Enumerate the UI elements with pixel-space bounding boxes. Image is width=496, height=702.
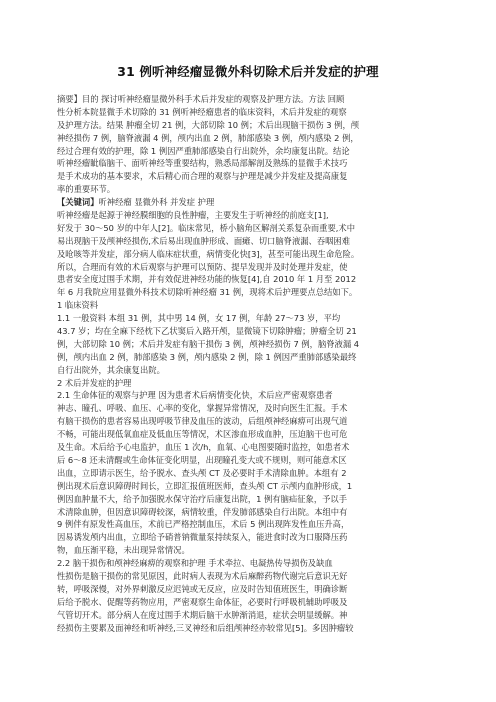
body-line: 例，大部切除 10 例；术后并发症有脑干损伤 3 例，颅神经损伤 7 例，脑脊液漏 4 [57, 338, 360, 349]
body-line: 经损伤主要累及面神经和听神经,三叉神经和后组颅神经亦较常见[5]。多因肿瘤较 [57, 622, 354, 633]
body-line: 2.2 脑干损伤和颅神经麻痹的观察和护理 手术牵拉、电凝热传导损伤及缺血 [57, 558, 333, 569]
paper-body [57, 93, 441, 634]
body-line: 神志、瞳孔、呼吸、血压、心率的变化，掌握异常情况，及时向医生汇报。手术 [57, 403, 348, 414]
section-heading: 1 临床资料 [57, 300, 99, 311]
body-line: 例，颅内出血 2 例，肺部感染 3 例，颅内感染 2 例，除 1 例因严重肺部感染最终 [57, 351, 357, 362]
body-line: 气管切开术。部分病人在度过围手术期后脑干水肿渐消退，症状会明显缓解。神 [57, 609, 348, 620]
abstract-line: 神经损伤 7 例，脑脊液漏 4 例，颅内出血 2 例，肺部感染 3 例，颅内感染 2 例， [57, 132, 359, 143]
body-line: 及呛咳等并发症，部分病人临床症状重，病情变化快[3]，甚至可能出现生命危险。 [57, 248, 360, 259]
keywords-text: 听神经瘤 显微外科 并发症 护理 [98, 197, 215, 208]
body-line: 性损伤是脑干损伤的常见原因，此时病人表现为术后麻醉药物代谢完后意识无好 [57, 570, 348, 581]
body-line: 易出现脑干及颅神经损伤,术后易出现血肿形成、面瘫、切口脑脊液漏、吞咽困难 [57, 235, 351, 246]
body-line: 不畅，可能出现低氧血症及低血压等情况，术区渗血形成血肿，压迫脑干也可危 [57, 429, 348, 440]
body-line: 后给予脱水、促醒等药物应用，严密观察生命体征，必要时行呼吸机辅助呼吸及 [57, 596, 348, 607]
body-line: 听神经瘤是起源于神经膜细胞的良性肿瘤，主要发生于听神经的前庭支[1], [57, 210, 329, 221]
body-line: 有脑干损伤的患者容易出现呼吸节律及血压的波动，后组颅神经麻痹可出现气道 [57, 416, 348, 427]
body-line: 例出现术后意识障碍时间长，立即汇报值班医师，查头颅 CT 示颅内血肿形成，1 [57, 480, 353, 491]
abstract-line: 摘要】目的 探讨听神经瘤显微外科手术后并发症的观察及护理方法。方法 回顾 [57, 94, 345, 104]
abstract-line: 经过合理有效的护理，除 1 例因严重肺部感染自行出院外，余均康复出院。结论 [57, 145, 350, 156]
abstract-line: 是手术成功的基本要求，术后精心而合理的观察与护理是减少并发症及提高康复 [57, 171, 348, 182]
abstract-line: 性分析本院显微手术切除的 31 例听神经瘤患者的临床资料，术后并发症的观察 [57, 106, 347, 117]
body-line: 1.1 一般资料 本组 31 例，其中男 14 例，女 17 例，年龄 27～73 岁，平均 [57, 313, 341, 324]
body-line: 9 例伴有原发性高血压，术前已严格控制血压，术后 5 例出现阵发性血压升高， [57, 519, 350, 530]
paper-title: 31 例听神经瘤显微外科切除术后并发症的护理 [117, 64, 379, 79]
keywords-label: 【关键词】 [57, 197, 99, 208]
body-line: 自行出院外，其余康复出院。 [57, 364, 165, 375]
body-line: 所以，合理而有效的术后观察与护理可以预防、提早发现并及时处理并发症，使 [57, 261, 348, 272]
abstract-line: 及护理方法。结果 肿瘤全切 21 例，大部切除 10 例；术后出现脑干损伤 3 例，颅 [57, 119, 360, 130]
main-text [57, 209, 441, 634]
body-line: 后 6～8 还未清醒或生命体征变化明显，出现瞳孔变大或不规则，则可能意术区 [57, 454, 347, 465]
abstract-line: 听神经瘤眦临脑干、面听神经等重要结构，熟悉局部解剖及熟练的显微手术技巧 [57, 158, 348, 169]
abstract-line: 率的重要环节。 [57, 184, 116, 195]
keywords [57, 196, 441, 209]
body-line: 患者安全度过围手术期，并有效促进神经功能的恢复[4],自 2010 年 1 月至 2012 [57, 274, 357, 285]
body-line: 物，血压渐平稳，未出现异常情况。 [57, 545, 190, 556]
body-line: 转，呼吸深慢，对外界刺激反应迟钝或无反应，应及时告知值班医生，明确诊断 [57, 583, 348, 594]
body-line: 例因血肿量不大，给予加强脱水保守治疗后康复出院，1 例有脑疝征象，予以手 [57, 493, 348, 504]
body-line: 术清除血肿，但因意识障碍较深，病情较重，伴发肺部感染自行出院。本组中有 [57, 506, 348, 517]
body-line: 年 6 月我院应用显微外科技术切除听神经瘤 31 例，现将术后护理要点总结如下。 [57, 287, 358, 298]
abstract [57, 93, 441, 196]
body-line: 2.1 生命体征的观察与护理 因为患者术后病情变化快，术后应严密观察患者 [57, 390, 333, 401]
body-line: 及生命。术后给予心电监护，血压 1 次/h，血氧、心电图要随时监控，如患者术 [57, 442, 350, 453]
body-line: 出血，立即请示医生，给予脱水、查头颅 CT 及必要时手术清除血肿。本组有 2 [57, 467, 347, 478]
body-line: 43.7 岁；均在全麻下经枕下乙状窦后入路开颅，显微镜下切除肿瘤；肿瘤全切 21 [57, 326, 357, 337]
body-line: 因易诱发颅内出血，立即给予硝普钠微量泵持续泵入，能进食时改为口服降压药 [57, 532, 348, 543]
section-heading: 2 术后并发症的护理 [57, 377, 132, 388]
body-line: 好发于 30～50 岁的中年人[2]。临床常见，桥小脑角区解剖关系复杂而重要,术中 [57, 222, 355, 233]
